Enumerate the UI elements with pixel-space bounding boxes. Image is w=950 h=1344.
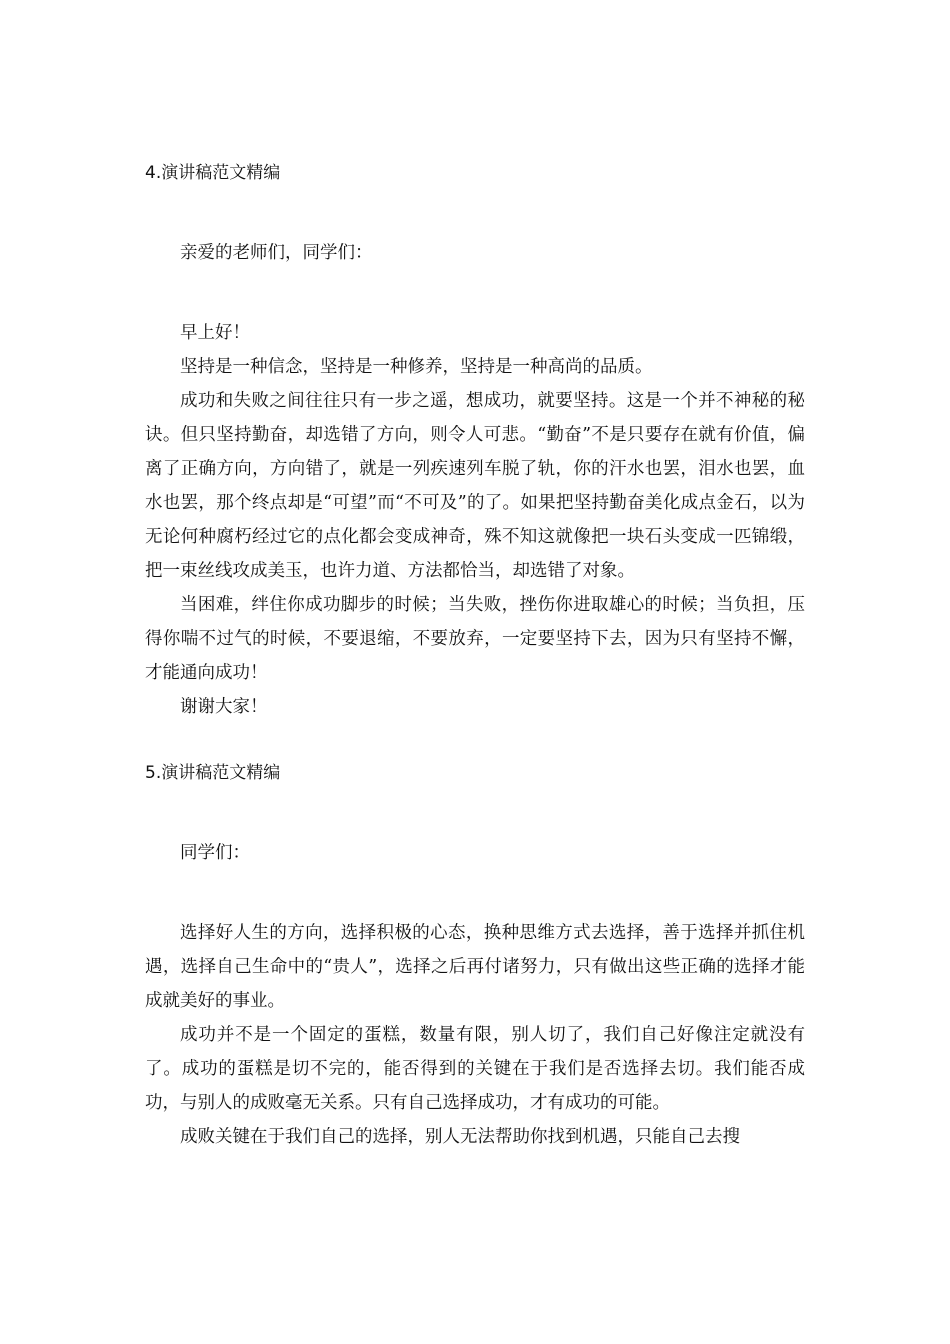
spacer xyxy=(145,270,805,316)
greeting: 早上好！ xyxy=(180,323,250,343)
spacer xyxy=(145,790,805,836)
paragraph: 坚持是一种信念，坚持是一种修养，坚持是一种高尚的品质。 xyxy=(180,357,653,377)
spacer xyxy=(145,724,805,756)
spacer xyxy=(145,870,805,916)
paragraph: 选择好人生的方向，选择积极的心态，换种思维方式去选择，善于选择并抓住机遇，选择自己生命中的“贵人”，选择之后再付诸努力，只有做出这些正确的选择才能成就美好的事业。 xyxy=(145,923,805,1011)
paragraph: 成败关键在于我们自己的选择，别人无法帮助你找到机遇，只能自己去搜 xyxy=(180,1127,740,1147)
closing: 谢谢大家！ xyxy=(180,697,268,717)
document-body xyxy=(145,156,805,1154)
salutation: 亲爱的老师们，同学们： xyxy=(180,243,373,263)
paragraph: 当困难，绊住你成功脚步的时候；当失败，挫伤你进取雄心的时候；当负担，压得你喘不过气的时候，不要退缩，不要放弃，一定要坚持下去，因为只有坚持不懈，才能通向成功！ xyxy=(145,595,805,683)
paragraph: 成功和失败之间往往只有一步之遥，想成功，就要坚持。这是一个并不神秘的秘诀。但只坚持勤奋，却选错了方向，则令人可悲。“勤奋”不是只要存在就有价值，偏离了正确方向，方向错了，就是一列疾速列车脱了轨，你的汗水也罢，泪水也罢，血水也罢，那个终点却是“可望”而“不可及”的了。如果把坚持勤奋美化成点金石，以为无论何种腐朽经过它的点化都会变成神奇，殊不知这就像把一块石头变成一匹锦缎，把一束丝线攻成美玉，也许力道、方法都恰当，却选错了对象。 xyxy=(145,391,805,581)
paragraph: 成功并不是一个固定的蛋糕，数量有限，别人切了，我们自己好像注定就没有了。成功的蛋糕是切不完的，能否得到的关键在于我们是否选择去切。我们能否成功，与别人的成败毫无关系。只有自己选择成功，才有成功的可能。 xyxy=(145,1025,805,1113)
section-heading: 4.演讲稿范文精编 xyxy=(145,163,281,183)
spacer xyxy=(145,190,805,236)
section-heading: 5.演讲稿范文精编 xyxy=(145,763,281,783)
salutation: 同学们： xyxy=(180,843,250,863)
